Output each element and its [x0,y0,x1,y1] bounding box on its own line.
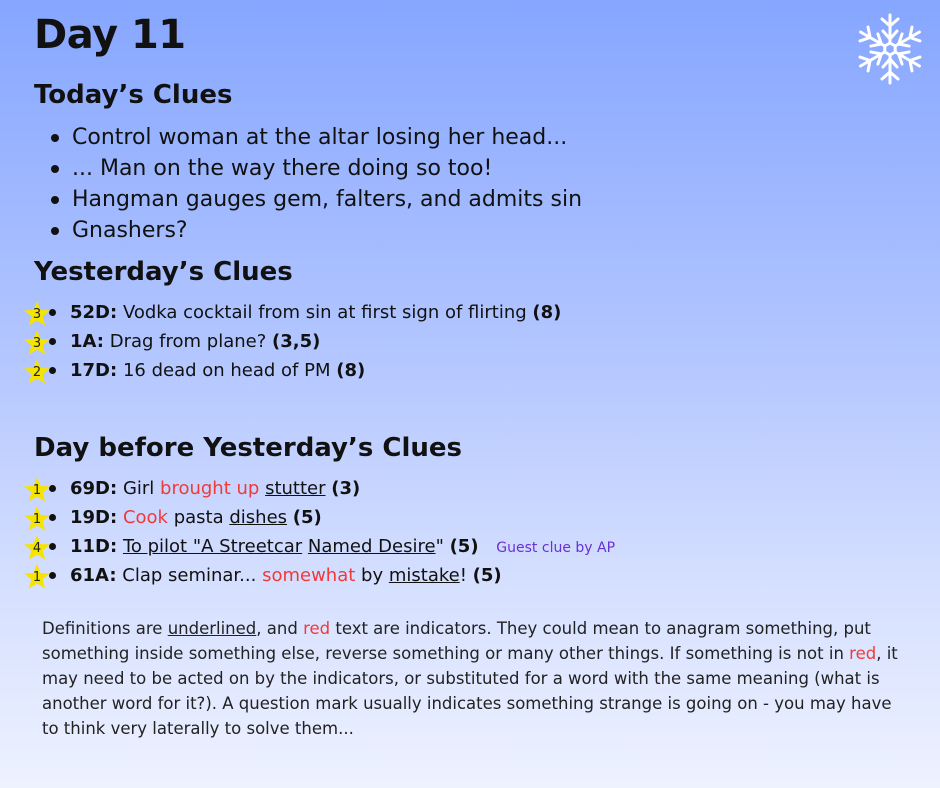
answer-length: (5) [292,507,322,528]
list-item: ... Man on the way there doing so too! [72,153,582,184]
star-icon [23,476,51,503]
star-icon [23,358,51,385]
note-text: , and [256,619,298,638]
note-red-example: red [849,644,877,663]
star-rating: 4 [32,541,42,556]
snowflake-icon [854,10,926,88]
answer-length: (8) [336,360,366,381]
guest-clue-note: Guest clue by AP [496,540,616,556]
indicator-text: brought up [160,478,260,499]
list-item [32,298,562,327]
list-item [32,503,615,532]
star-rating: 1 [32,483,42,498]
list-item [32,532,616,561]
clue-text: 16 dead on head of PM [122,360,331,381]
indicator-text: somewhat [262,565,356,586]
note-red-example: red [303,619,331,638]
day-before-clues-list [32,474,616,590]
definition-text: mistake [388,565,460,586]
todays-clues-list [72,122,582,246]
star-rating: 3 [32,336,42,351]
list-item: Gnashers? [72,215,582,246]
clue-number: 69D: [70,478,118,499]
definition-text: stutter [265,478,326,499]
star-rating: 1 [32,512,42,527]
answer-length: (3,5) [272,331,321,352]
answer-length: (5) [472,565,502,586]
list-item: Hangman gauges gem, falters, and admits sin [72,184,582,215]
definition-text: To pilot "A Streetcar [122,536,303,557]
clue-number: 17D: [70,360,118,381]
note-text: , it may need to be acted on by the indicators, or substituted for a word with the same meaning (what is another word for it?). A question mark usually indicates something strange is going on - you may have to think very laterally to solve them... [42,644,898,738]
definition-text: Named Desire [307,536,436,557]
note-text: Definitions are [42,619,163,638]
clue-number: 52D: [70,302,118,323]
list-item [32,561,615,590]
note-text: text are indicators. They could mean to anagram something, put something inside something else, reverse something or many other things. If something is not in [42,619,871,663]
star-icon [23,300,51,327]
clue-text: " [435,536,444,557]
list-item [32,356,561,385]
star-rating: 1 [32,570,42,585]
list-item [32,474,615,503]
answer-length: (5) [449,536,479,557]
clue-text: pasta [173,507,224,528]
yesterdays-clues-heading: Yesterday’s Clues [34,257,293,287]
todays-clues-heading: Today’s Clues [34,80,233,110]
answer-length: (3) [331,478,361,499]
answer-length: (8) [532,302,562,323]
list-item: Control woman at the altar losing her head... [72,122,582,153]
star-icon [23,534,51,561]
instructions-paragraph [42,616,912,741]
yesterdays-clues-list [32,298,562,385]
clue-text: ! [459,565,467,586]
star-icon [23,329,51,356]
note-underlined-example: underlined [167,619,257,638]
star-rating: 3 [32,307,42,322]
clue-text: Vodka cocktail from sin at first sign of flirting [122,302,527,323]
clue-text: Drag from plane? [109,331,267,352]
clue-number: 1A: [70,331,104,352]
clue-text: Clap seminar... [122,565,257,586]
star-icon [23,563,51,590]
clue-number: 61A: [70,565,117,586]
definition-text: dishes [229,507,288,528]
page-title: Day 11 [34,12,186,58]
star-icon [23,505,51,532]
clue-number: 19D: [70,507,118,528]
day-before-clues-heading: Day before Yesterday’s Clues [34,433,463,463]
clue-number: 11D: [70,536,118,557]
indicator-text: Cook [122,507,168,528]
clue-text: Girl [122,478,155,499]
star-rating: 2 [32,365,42,380]
clue-text: by [361,565,384,586]
list-item [32,327,561,356]
